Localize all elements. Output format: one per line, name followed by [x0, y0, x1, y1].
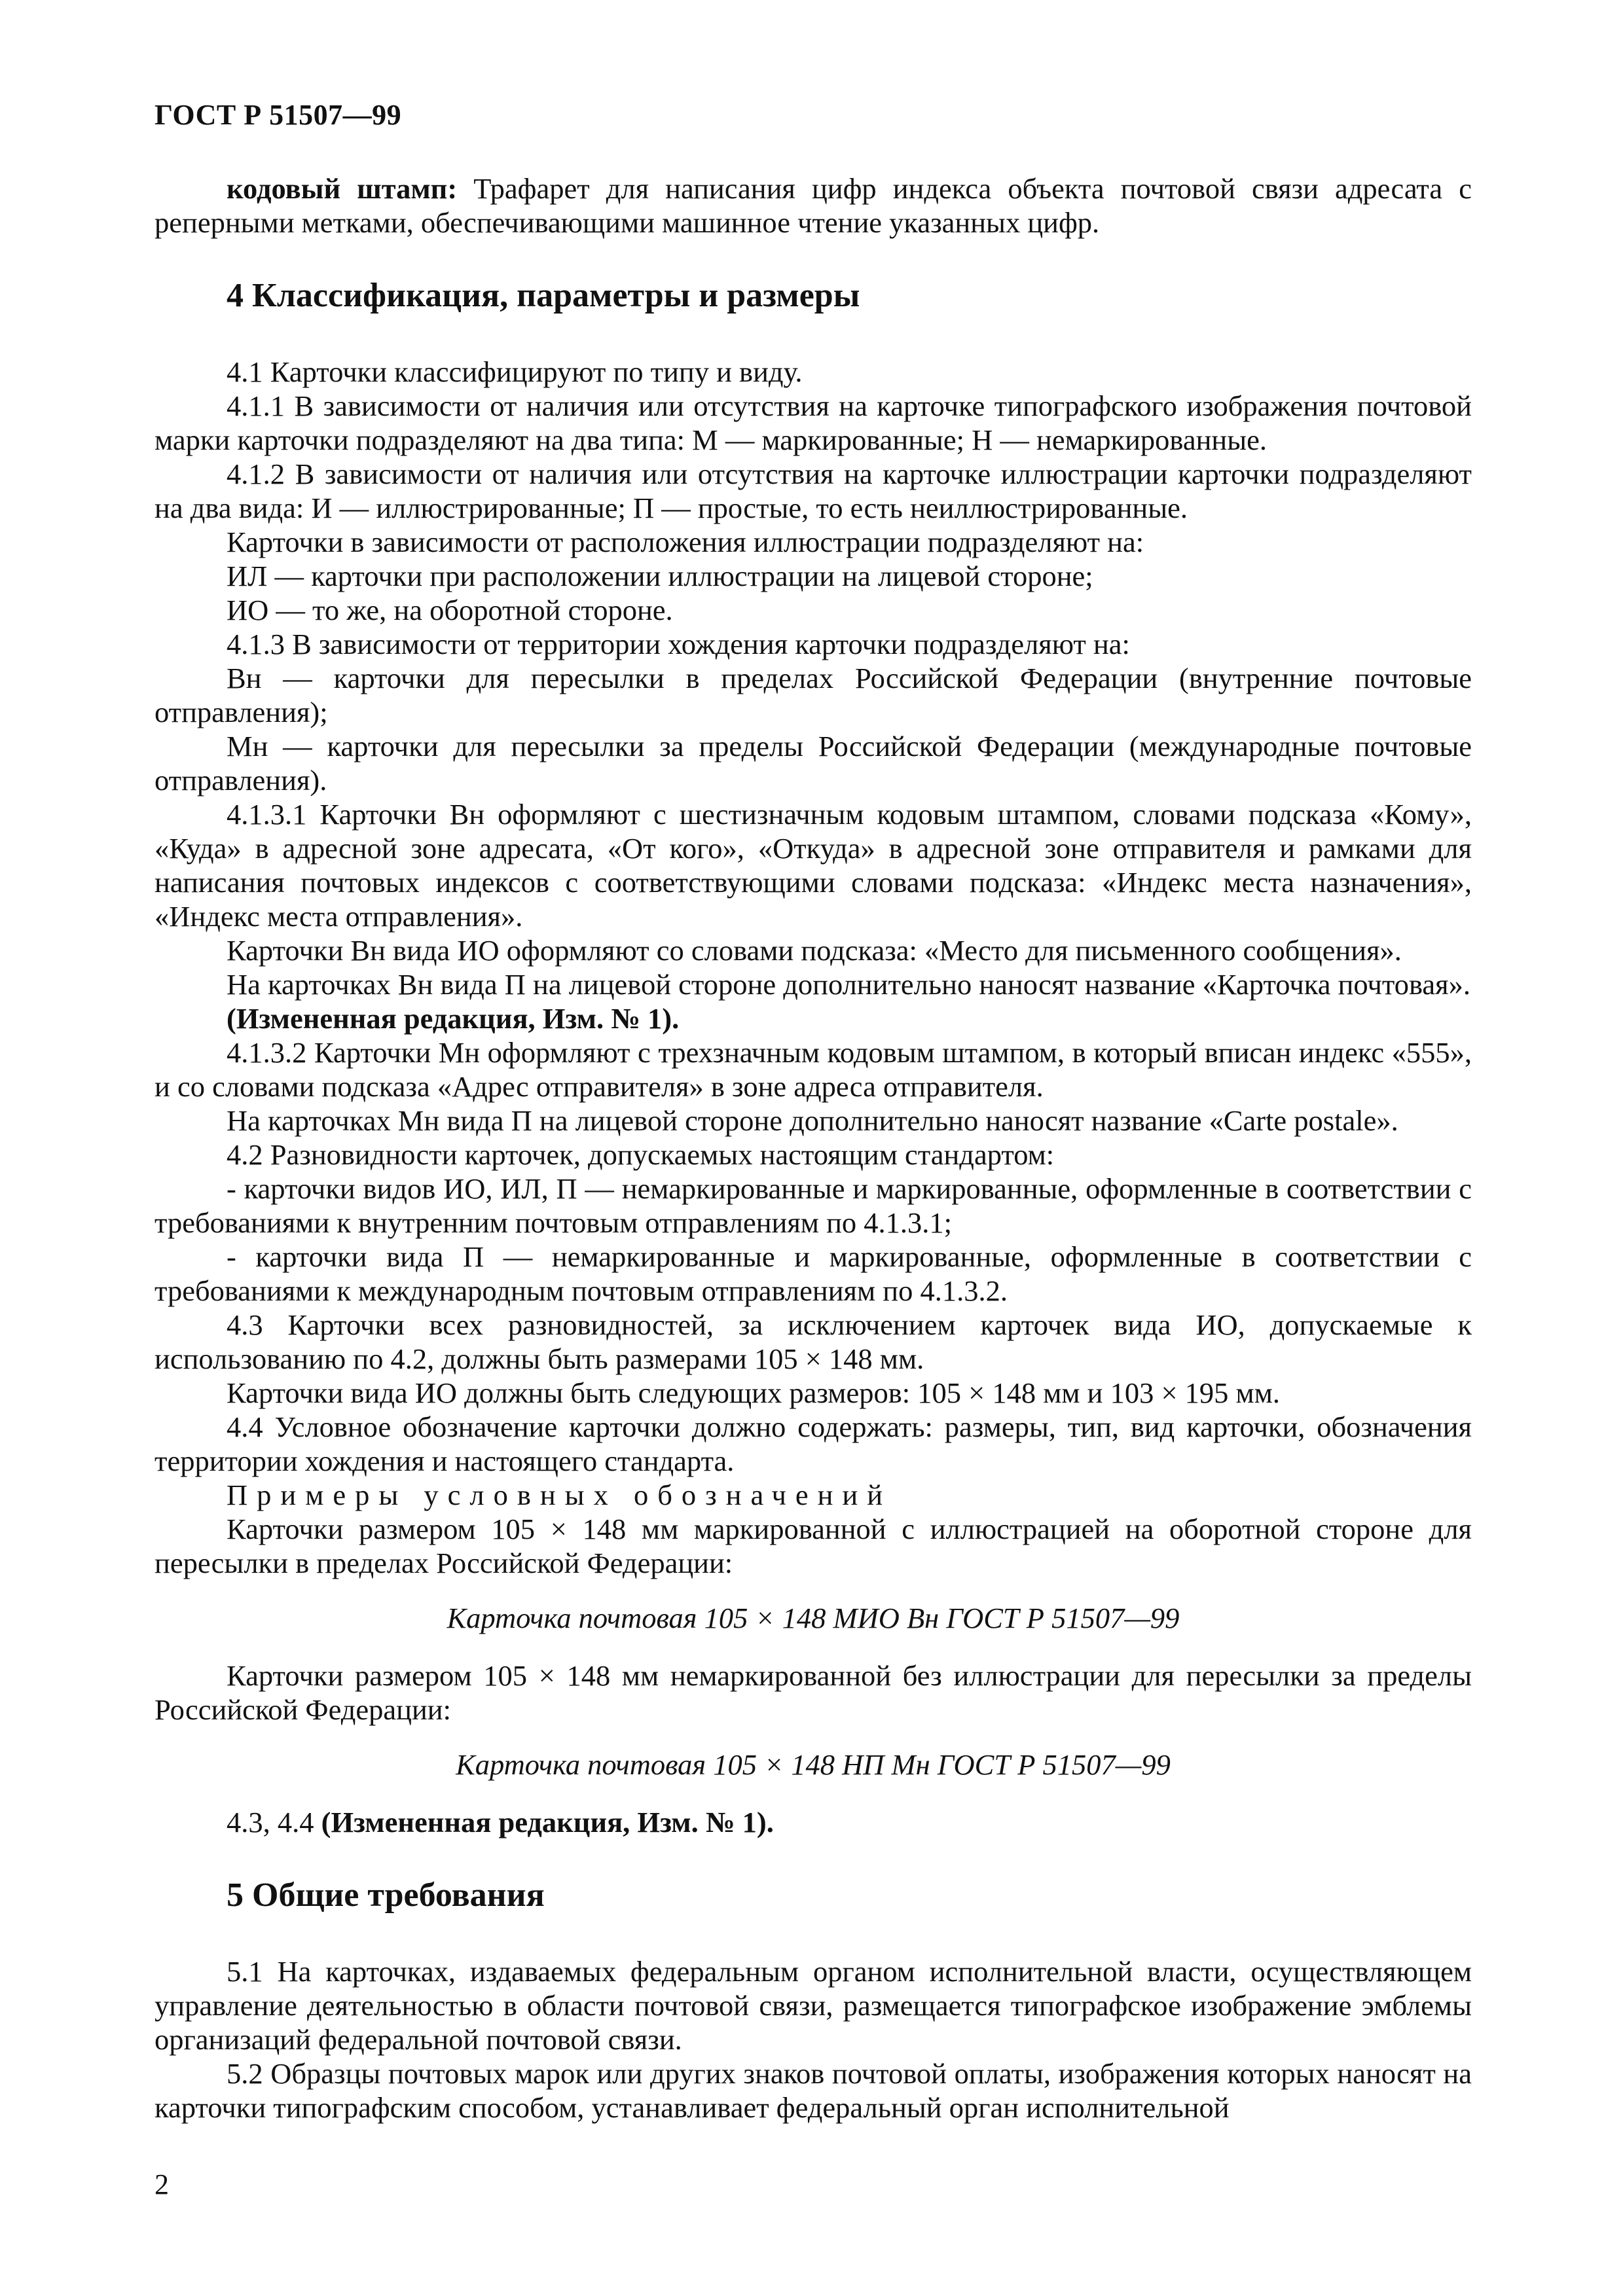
amendment-note-1-text: (Измененная редакция, Изм. № 1).	[227, 1002, 680, 1035]
list-item-domestic: - карточки видов ИО, ИЛ, П — немаркированные и маркированные, оформленные в соответствии с требованиями к внутренним почтовым отправлениям по 4.1.3.1;	[155, 1172, 1472, 1239]
paragraph-5-2: 5.2 Образцы почтовых марок или других знаков почтовой оплаты, изображения которых наносят на карточки типографским способом, устанавливает федеральный орган исполнительной	[155, 2057, 1472, 2124]
paragraph-vn-io: Карточки Вн вида ИО оформляют со словами подсказа: «Место для письменного сообщения».	[227, 934, 1402, 967]
example-1-designation: Карточка почтовая 105 × 148 МИО Вн ГОСТ Р 51507—99	[447, 1602, 1180, 1634]
example-2-designation: Карточка почтовая 105 × 148 НП Мн ГОСТ Р 51507—99	[456, 1748, 1171, 1781]
definition-text: Трафарет для написания цифр индекса объекта почтовой связи адресата с реперными метками, обеспечивающими машинное чтение указанных цифр.	[155, 172, 1472, 239]
paragraph-io: ИО — то же, на оборотной стороне.	[227, 594, 673, 626]
running-header: ГОСТ Р 51507—99	[155, 99, 402, 131]
paragraph-4-4: 4.4 Условное обозначение карточки должно содержать: размеры, тип, вид карточки, обозначения территории хождения и настоящего стандарта.	[155, 1410, 1472, 1477]
paragraph-4-2: 4.2 Разновидности карточек, допускаемых настоящим стандартом:	[227, 1138, 1055, 1171]
paragraph-mn-p: На карточках Мн вида П на лицевой стороне дополнительно наносят название «Carte postale».	[227, 1104, 1398, 1137]
paragraph-5-1: 5.1 На карточках, издаваемых федеральным органом исполнительной власти, осуществляющем управление деятельностью в области почтовой связи, размещается типографское изображение эмблемы организаций федеральной почтовой связи.	[155, 1955, 1472, 2056]
paragraph-4-1-2: 4.1.2 В зависимости от наличия или отсутствия на карточке иллюстрации карточки подразделяют на два вида: И — иллюстрированные; П — простые, то есть неиллюстрированные.	[155, 457, 1472, 524]
definition-paragraph	[155, 171, 1472, 240]
paragraph-4-1-3: 4.1.3 В зависимости от территории хождения карточки подразделяют на:	[227, 628, 1130, 660]
paragraph-illustration-placement: Карточки в зависимости от расположения иллюстрации подразделяют на:	[227, 526, 1144, 558]
paragraph-vn-p: На карточках Вн вида П на лицевой стороне дополнительно наносят название «Карточка почтовая».	[227, 968, 1471, 1001]
page-body	[155, 171, 1472, 2125]
definition-term: кодовый штамп:	[227, 172, 458, 205]
paragraph-vn: Вн — карточки для пересылки в пределах Российской Федерации (внутренние почтовые отправления);	[155, 662, 1472, 728]
paragraph-4-1-3-2: 4.1.3.2 Карточки Мн оформляют с трехзначным кодовым штампом, в который вписан индекс «555», и со словами подсказа «Адрес отправителя» в зоне адреса отправителя.	[155, 1036, 1472, 1103]
paragraph-mn: Мн — карточки для пересылки за пределы Российской Федерации (международные почтовые отправления).	[155, 730, 1472, 797]
example-2-description: Карточки размером 105 × 148 мм немаркированной без иллюстрации для пересылки за пределы Российской Федерации:	[155, 1659, 1472, 1726]
amendment-note-1	[155, 1001, 1472, 1035]
amendment-note-2-text: (Измененная редакция, Изм. № 1).	[321, 1806, 774, 1839]
paragraph-4-3: 4.3 Карточки всех разновидностей, за исключением карточек вида ИО, допускаемые к использованию по 4.2, должны быть размерами 105 × 148 мм.	[155, 1308, 1472, 1375]
paragraph-4-1-3-1: 4.1.3.1 Карточки Вн оформляют с шестизначным кодовым штампом, словами подсказа «Кому», «Куда» в адресной зоне адресата, «От кого», «Откуда» в адресной зоне отправителя и рамками для написания почтовых индексов с соответствующими словами подсказа: «Индекс места назначения», «Индекс места отправления».	[155, 798, 1472, 933]
amendment-note-2	[155, 1805, 1472, 1839]
section-4-title: 4 Классификация, параметры и размеры	[227, 277, 860, 314]
page-number: 2	[155, 2168, 169, 2200]
paragraph-io-sizes: Карточки вида ИО должны быть следующих размеров: 105 × 148 мм и 103 × 195 мм.	[227, 1376, 1280, 1409]
paragraph-4-1-1: 4.1.1 В зависимости от наличия или отсутствия на карточке типографского изображения почтовой марки карточки подразделяют на два типа: М — маркированные; Н — немаркированные.	[155, 389, 1472, 456]
example-1-description: Карточки размером 105 × 148 мм маркированной с иллюстрацией на оборотной стороне для пересылки в пределах Российской Федерации:	[155, 1513, 1472, 1579]
amendment-note-2-prefix: 4.3, 4.4	[227, 1806, 321, 1839]
list-item-international: - карточки вида П — немаркированные и маркированные, оформленные в соответствии с требованиями к международным почтовым отправлениям по 4.1.3.2.	[155, 1240, 1472, 1307]
paragraph-il: ИЛ — карточки при расположении иллюстрации на лицевой стороне;	[227, 560, 1093, 592]
paragraph-4-1: 4.1 Карточки классифицируют по типу и виду.	[227, 355, 803, 388]
examples-heading: Примеры условных обозначений	[227, 1479, 892, 1511]
section-5-title: 5 Общие требования	[227, 1876, 545, 1914]
